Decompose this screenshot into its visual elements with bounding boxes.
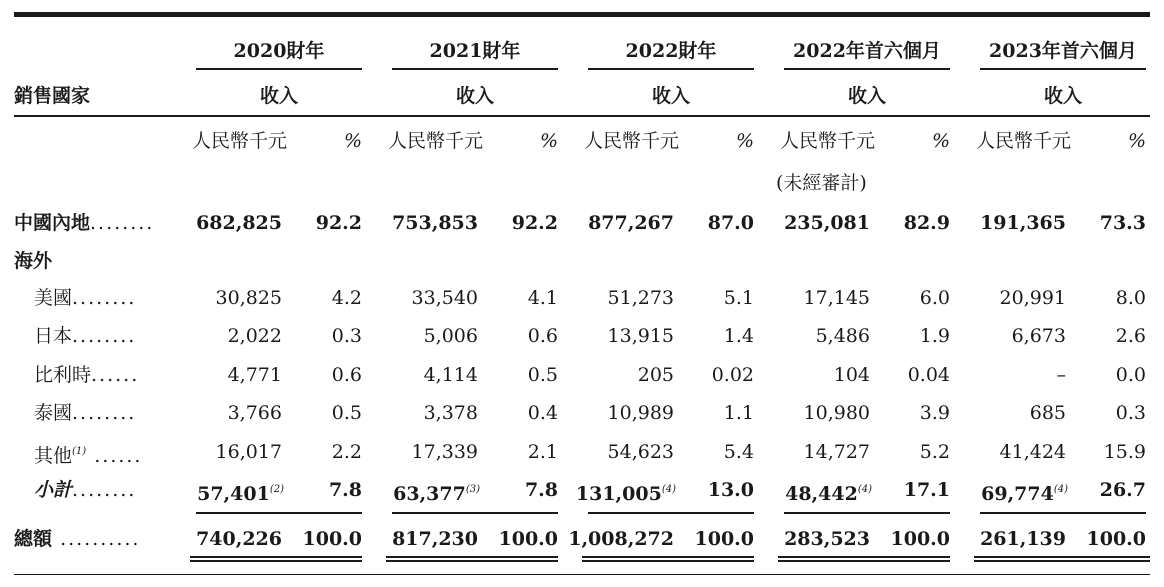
percent-cell: 2.2 bbox=[331, 441, 362, 463]
total-double-underline bbox=[974, 556, 1150, 562]
amount-cell: 41,424 bbox=[999, 441, 1066, 463]
row-label-subtotal: 小計........ bbox=[34, 479, 137, 501]
revenue-label: 收入 bbox=[455, 85, 494, 107]
amount-cell: 4,114 bbox=[423, 364, 478, 386]
amount-cell: 6,673 bbox=[1011, 325, 1066, 347]
percent-cell: 100.0 bbox=[890, 528, 950, 550]
footnote-marker: (1) bbox=[72, 446, 87, 457]
percent-cell: 87.0 bbox=[707, 212, 754, 234]
amount-cell: 51,273 bbox=[607, 287, 674, 309]
amount-cell: 740,226 bbox=[196, 528, 282, 550]
amount-cell: 10,989 bbox=[607, 402, 674, 424]
unit-label: 人民幣千元 bbox=[780, 130, 876, 152]
amount-cell: 30,825 bbox=[215, 287, 282, 309]
footnote-marker: (4) bbox=[1053, 484, 1068, 495]
percent-cell: 0.3 bbox=[1115, 402, 1146, 424]
percent-cell: 82.9 bbox=[903, 212, 950, 234]
amount-cell: 48,442$^{(4)}$ bbox=[785, 483, 872, 505]
amount-cell: 685 bbox=[1029, 402, 1066, 424]
pct-label: % bbox=[931, 130, 950, 152]
amount-cell: 54,623 bbox=[607, 441, 674, 463]
amount-cell: 131,005$^{(4)}$ bbox=[575, 483, 676, 505]
footnote-marker: (3) bbox=[465, 484, 480, 495]
period-underline bbox=[392, 68, 558, 70]
total-double-underline bbox=[582, 556, 754, 562]
footnote-marker: (4) bbox=[661, 484, 676, 495]
total-double-underline bbox=[190, 556, 362, 562]
row-label-total: 總額 .......... bbox=[14, 528, 141, 550]
percent-cell: 2.6 bbox=[1115, 325, 1146, 347]
period-underline bbox=[980, 68, 1146, 70]
percent-cell: 3.9 bbox=[919, 402, 950, 424]
revenue-label: 收入 bbox=[651, 85, 690, 107]
percent-cell: 100.0 bbox=[1086, 528, 1146, 550]
unit-label: 人民幣千元 bbox=[584, 130, 680, 152]
period-header-2020: 2020財年 bbox=[233, 40, 325, 62]
total-double-underline bbox=[386, 556, 558, 562]
header-rule bbox=[14, 115, 1150, 117]
footnote-marker: (4) bbox=[857, 484, 872, 495]
row-label-others: 其他$^{(1)}$ ...... bbox=[34, 445, 143, 467]
percent-cell: 100.0 bbox=[694, 528, 754, 550]
revenue-label: 收入 bbox=[847, 85, 886, 107]
percent-cell: 0.0 bbox=[1115, 364, 1146, 386]
period-underline bbox=[588, 68, 754, 70]
percent-cell: 2.1 bbox=[527, 441, 558, 463]
percent-cell: 100.0 bbox=[302, 528, 362, 550]
revenue-label: 收入 bbox=[259, 85, 298, 107]
amount-cell: 104 bbox=[833, 364, 870, 386]
percent-cell: 5.2 bbox=[919, 441, 950, 463]
percent-cell: 0.3 bbox=[331, 325, 362, 347]
period-header-2022h1: 2022年首六個月 bbox=[793, 40, 941, 62]
percent-cell: 1.1 bbox=[723, 402, 754, 424]
amount-cell: 283,523 bbox=[784, 528, 870, 550]
amount-cell: 3,766 bbox=[227, 402, 282, 424]
percent-cell: 5.4 bbox=[723, 441, 754, 463]
unit-label: 人民幣千元 bbox=[192, 130, 288, 152]
percent-cell: 0.04 bbox=[907, 364, 950, 386]
amount-cell: 2,022 bbox=[227, 325, 282, 347]
amount-cell: 57,401$^{(2)}$ bbox=[197, 483, 284, 505]
subtotal-rule bbox=[196, 512, 362, 514]
amount-cell: 205 bbox=[637, 364, 674, 386]
percent-cell: 0.02 bbox=[711, 364, 754, 386]
subtotal-rule bbox=[588, 512, 754, 514]
unit-label: 人民幣千元 bbox=[976, 130, 1072, 152]
subtotal-rule bbox=[392, 512, 558, 514]
amount-cell: 5,006 bbox=[423, 325, 478, 347]
unit-label: 人民幣千元 bbox=[388, 130, 484, 152]
amount-cell: 17,145 bbox=[803, 287, 870, 309]
amount-cell: 1,008,272 bbox=[568, 528, 674, 550]
amount-cell: 4,771 bbox=[227, 364, 282, 386]
amount-cell: 3,378 bbox=[423, 402, 478, 424]
percent-cell: 17.1 bbox=[903, 479, 950, 501]
amount-cell: 235,081 bbox=[784, 212, 870, 234]
period-header-2021: 2021財年 bbox=[429, 40, 521, 62]
amount-cell: 63,377$^{(3)}$ bbox=[393, 483, 480, 505]
row-label-thailand: 泰國........ bbox=[34, 402, 137, 424]
percent-cell: 92.2 bbox=[511, 212, 558, 234]
country-column-label: 銷售國家 bbox=[14, 85, 91, 107]
percent-cell: 100.0 bbox=[498, 528, 558, 550]
pct-label: % bbox=[539, 130, 558, 152]
row-label-japan: 日本........ bbox=[34, 325, 137, 347]
percent-cell: 15.9 bbox=[1103, 441, 1146, 463]
percent-cell: 1.4 bbox=[723, 325, 754, 347]
amount-cell: 17,339 bbox=[411, 441, 478, 463]
subtotal-rule bbox=[784, 512, 950, 514]
amount-cell: 13,915 bbox=[607, 325, 674, 347]
percent-cell: 26.7 bbox=[1099, 479, 1146, 501]
percent-cell: 1.9 bbox=[919, 325, 950, 347]
row-label-usa: 美國........ bbox=[34, 287, 137, 309]
pct-label: % bbox=[735, 130, 754, 152]
amount-cell: 261,139 bbox=[980, 528, 1066, 550]
percent-cell: 0.5 bbox=[527, 364, 558, 386]
amount-cell: 753,853 bbox=[392, 212, 478, 234]
percent-cell: 7.8 bbox=[328, 479, 362, 501]
percent-cell: 8.0 bbox=[1115, 287, 1146, 309]
percent-cell: 4.1 bbox=[527, 287, 558, 309]
table-bottom-rule bbox=[14, 574, 1150, 575]
amount-cell: 33,540 bbox=[411, 287, 478, 309]
period-header-2022: 2022財年 bbox=[625, 40, 717, 62]
percent-cell: 7.8 bbox=[524, 479, 558, 501]
amount-cell: 14,727 bbox=[803, 441, 870, 463]
pct-label: % bbox=[1127, 130, 1146, 152]
amount-cell: 16,017 bbox=[215, 441, 282, 463]
percent-cell: 13.0 bbox=[707, 479, 754, 501]
percent-cell: 6.0 bbox=[919, 287, 950, 309]
percent-cell: 0.6 bbox=[527, 325, 558, 347]
row-label-belgium: 比利時...... bbox=[34, 364, 140, 386]
amount-cell: 69,774$^{(4)}$ bbox=[981, 483, 1068, 505]
revenue-label: 收入 bbox=[1043, 85, 1082, 107]
amount-cell: – bbox=[1056, 364, 1066, 386]
amount-cell: 877,267 bbox=[588, 212, 674, 234]
percent-cell: 0.5 bbox=[331, 402, 362, 424]
footnote-marker: (2) bbox=[269, 484, 284, 495]
subtotal-rule bbox=[980, 512, 1146, 514]
amount-cell: 5,486 bbox=[815, 325, 870, 347]
unaudited-label: (未經審計) bbox=[776, 172, 867, 194]
total-double-underline bbox=[778, 556, 950, 562]
amount-cell: 191,365 bbox=[980, 212, 1066, 234]
period-underline bbox=[784, 68, 950, 70]
percent-cell: 0.6 bbox=[331, 364, 362, 386]
amount-cell: 20,991 bbox=[999, 287, 1066, 309]
amount-cell: 817,230 bbox=[392, 528, 478, 550]
percent-cell: 0.4 bbox=[527, 402, 558, 424]
row-label-mainland: 中國內地........ bbox=[14, 212, 155, 234]
percent-cell: 92.2 bbox=[315, 212, 362, 234]
period-header-2023h1: 2023年首六個月 bbox=[989, 40, 1137, 62]
table-top-rule bbox=[14, 12, 1150, 17]
pct-label: % bbox=[343, 130, 362, 152]
amount-cell: 10,980 bbox=[803, 402, 870, 424]
row-label-overseas: 海外 bbox=[14, 250, 53, 272]
percent-cell: 4.2 bbox=[331, 287, 362, 309]
period-underline bbox=[196, 68, 362, 70]
percent-cell: 5.1 bbox=[723, 287, 754, 309]
percent-cell: 73.3 bbox=[1099, 212, 1146, 234]
amount-cell: 682,825 bbox=[196, 212, 282, 234]
